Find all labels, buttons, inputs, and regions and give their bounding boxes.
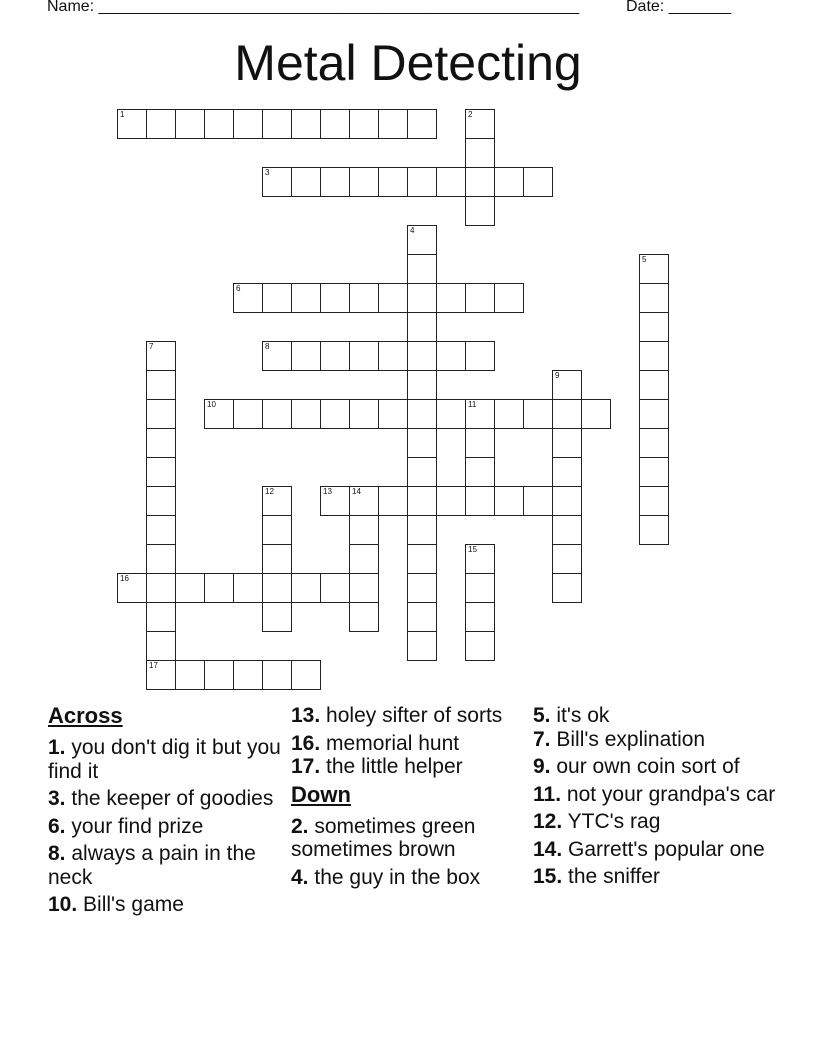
cell-number: 11: [468, 400, 477, 409]
grid-cell[interactable]: [291, 283, 321, 313]
grid-cell[interactable]: [407, 225, 437, 255]
clue-down-4: [291, 866, 536, 890]
grid-cell[interactable]: [552, 515, 582, 545]
cell-number: 17: [149, 661, 158, 670]
grid-cell[interactable]: [262, 341, 292, 371]
clue-text: the sniffer: [568, 865, 660, 888]
clue-number: 5.: [533, 704, 551, 727]
grid-cell[interactable]: [465, 341, 495, 371]
clue-down-5: [533, 704, 778, 728]
clue-number: 3.: [48, 787, 66, 810]
clue-down-9: [533, 755, 778, 779]
cell-number: 4: [410, 226, 415, 235]
grid-cell[interactable]: [262, 573, 292, 603]
grid-cell[interactable]: [581, 399, 611, 429]
grid-cell[interactable]: [465, 631, 495, 661]
clue-down-7: [533, 728, 778, 752]
grid-cell[interactable]: [233, 109, 263, 139]
grid-cell[interactable]: [320, 283, 350, 313]
grid-cell[interactable]: [407, 341, 437, 371]
grid-cell[interactable]: [407, 602, 437, 632]
grid-cell[interactable]: [639, 457, 669, 487]
grid-cell[interactable]: [146, 109, 176, 139]
cell-number: 8: [265, 342, 270, 351]
grid-cell[interactable]: [175, 573, 205, 603]
grid-cell[interactable]: [204, 573, 234, 603]
cell-number: 7: [149, 342, 154, 351]
grid-cell[interactable]: [146, 515, 176, 545]
clue-number: 12.: [533, 810, 563, 833]
puzzle-title: Metal Detecting: [234, 35, 582, 91]
grid-cell[interactable]: [262, 399, 292, 429]
clue-number: 15.: [533, 865, 563, 888]
grid-cell[interactable]: [436, 283, 466, 313]
grid-cell[interactable]: [378, 167, 408, 197]
grid-cell[interactable]: [639, 486, 669, 516]
grid-cell[interactable]: [146, 486, 176, 516]
grid-cell[interactable]: [146, 631, 176, 661]
grid-cell[interactable]: [523, 399, 553, 429]
grid-cell[interactable]: [552, 544, 582, 574]
grid-cell[interactable]: [639, 312, 669, 342]
clue-number: 17.: [291, 755, 321, 778]
grid-cell[interactable]: [639, 370, 669, 400]
grid-cell[interactable]: [465, 573, 495, 603]
cell-number: 13: [323, 487, 332, 496]
grid-cell[interactable]: [262, 167, 292, 197]
clue-text: Bill's game: [83, 893, 184, 916]
grid-cell[interactable]: [639, 399, 669, 429]
clue-text: always a pain in the neck: [48, 842, 256, 889]
grid-cell[interactable]: [407, 109, 437, 139]
clue-down-15: [533, 865, 778, 889]
grid-cell[interactable]: [407, 254, 437, 284]
grid-cell[interactable]: [465, 457, 495, 487]
clue-number: 2.: [291, 814, 309, 838]
grid-cell[interactable]: [494, 283, 524, 313]
grid-cell[interactable]: [465, 283, 495, 313]
clue-number: 1.: [48, 736, 66, 759]
grid-cell[interactable]: [378, 486, 408, 516]
grid-cell[interactable]: [204, 660, 234, 690]
clue-number: 13.: [291, 704, 321, 727]
grid-cell[interactable]: [523, 486, 553, 516]
grid-cell[interactable]: [552, 573, 582, 603]
clue-down-2: [291, 815, 536, 862]
grid-cell[interactable]: [262, 486, 292, 516]
clue-column-2: [291, 704, 536, 893]
cell-number: 10: [207, 400, 216, 409]
grid-cell[interactable]: [320, 109, 350, 139]
clue-text: you don't dig it but you find it: [48, 736, 281, 783]
clue-column-3: [533, 704, 778, 893]
grid-cell[interactable]: [320, 573, 350, 603]
grid-cell[interactable]: [349, 544, 379, 574]
grid-cell[interactable]: [262, 109, 292, 139]
grid-cell[interactable]: [291, 109, 321, 139]
grid-cell[interactable]: [146, 602, 176, 632]
grid-cell[interactable]: [175, 109, 205, 139]
clue-down-14: [533, 838, 778, 862]
grid-cell[interactable]: [523, 167, 553, 197]
grid-cell[interactable]: [233, 399, 263, 429]
grid-cell[interactable]: [262, 602, 292, 632]
clue-down-12: [533, 810, 778, 834]
grid-cell[interactable]: [146, 573, 176, 603]
clue-number: 9.: [533, 755, 551, 778]
grid-cell[interactable]: [262, 515, 292, 545]
grid-cell[interactable]: [436, 399, 466, 429]
grid-cell[interactable]: [552, 428, 582, 458]
grid-cell[interactable]: [291, 573, 321, 603]
grid-cell[interactable]: [204, 399, 234, 429]
grid-cell[interactable]: [407, 399, 437, 429]
cell-number: 15: [468, 545, 477, 554]
grid-cell[interactable]: [349, 486, 379, 516]
grid-cell[interactable]: [407, 457, 437, 487]
grid-cell[interactable]: [146, 370, 176, 400]
grid-cell[interactable]: [233, 573, 263, 603]
grid-cell[interactable]: [465, 544, 495, 574]
grid-cell[interactable]: [175, 660, 205, 690]
grid-cell[interactable]: [204, 109, 234, 139]
name-line: Name: ______________________________________________________: [47, 0, 580, 15]
grid-cell[interactable]: [349, 167, 379, 197]
clue-text: Garrett's popular one: [568, 837, 765, 861]
grid-cell[interactable]: [349, 109, 379, 139]
clue-column-1: [48, 704, 293, 921]
grid-cell[interactable]: [465, 428, 495, 458]
clue-across-16: [291, 732, 536, 756]
grid-cell[interactable]: [407, 167, 437, 197]
grid-cell[interactable]: [349, 283, 379, 313]
clue-across-1: [48, 736, 293, 783]
grid-cell[interactable]: [465, 138, 495, 168]
grid-cell[interactable]: [349, 602, 379, 632]
grid-cell[interactable]: [552, 486, 582, 516]
down-heading: Down: [291, 781, 351, 807]
grid-cell[interactable]: [349, 341, 379, 371]
grid-cell[interactable]: [378, 109, 408, 139]
grid-cell[interactable]: [407, 544, 437, 574]
grid-cell[interactable]: [146, 399, 176, 429]
grid-cell[interactable]: [639, 515, 669, 545]
grid-cell[interactable]: [639, 254, 669, 284]
grid-cell[interactable]: [639, 341, 669, 371]
cell-number: 2: [468, 110, 473, 119]
grid-cell[interactable]: [639, 283, 669, 313]
cell-number: 3: [265, 168, 270, 177]
grid-cell[interactable]: [117, 109, 147, 139]
clue-across-13: [291, 704, 536, 728]
clue-across-17: [291, 755, 536, 779]
grid-cell[interactable]: [349, 399, 379, 429]
grid-cell[interactable]: [407, 312, 437, 342]
clue-text: Bill's explination: [556, 727, 706, 751]
grid-cell[interactable]: [552, 457, 582, 487]
clue-number: 16.: [291, 731, 321, 755]
grid-cell[interactable]: [262, 544, 292, 574]
grid-cell[interactable]: [146, 428, 176, 458]
clue-number: 6.: [48, 814, 66, 838]
clue-down-11: [533, 783, 778, 807]
grid-cell[interactable]: [320, 486, 350, 516]
grid-cell[interactable]: [552, 370, 582, 400]
clue-text: the keeper of goodies: [71, 787, 274, 810]
grid-cell[interactable]: [320, 167, 350, 197]
grid-cell[interactable]: [291, 399, 321, 429]
grid-cell[interactable]: [465, 196, 495, 226]
grid-cell[interactable]: [407, 515, 437, 545]
clue-text: the little helper: [326, 755, 463, 778]
grid-cell[interactable]: [552, 399, 582, 429]
grid-cell[interactable]: [436, 341, 466, 371]
grid-cell[interactable]: [465, 399, 495, 429]
grid-cell[interactable]: [233, 283, 263, 313]
clue-number: 14.: [533, 837, 563, 861]
cell-number: 16: [120, 574, 129, 583]
clue-number: 4.: [291, 865, 309, 889]
grid-cell[interactable]: [639, 428, 669, 458]
cell-number: 14: [352, 487, 361, 496]
grid-cell[interactable]: [349, 573, 379, 603]
grid-cell[interactable]: [465, 109, 495, 139]
grid-cell[interactable]: [117, 573, 147, 603]
grid-cell[interactable]: [407, 486, 437, 516]
grid-cell[interactable]: [436, 486, 466, 516]
cell-number: 1: [120, 110, 125, 119]
grid-cell[interactable]: [407, 631, 437, 661]
grid-cell[interactable]: [146, 457, 176, 487]
clue-number: 8.: [48, 842, 66, 865]
clue-number: 7.: [533, 727, 551, 751]
grid-cell[interactable]: [349, 515, 379, 545]
cell-number: 5: [642, 255, 647, 264]
cell-number: 12: [265, 487, 274, 496]
cell-number: 6: [236, 284, 241, 293]
clue-across-6: [48, 815, 293, 839]
grid-cell[interactable]: [407, 428, 437, 458]
clue-text: our own coin sort of: [556, 755, 740, 778]
cell-number: 9: [555, 371, 560, 380]
grid-cell[interactable]: [465, 167, 495, 197]
clue-number: 10.: [48, 893, 78, 916]
grid-cell[interactable]: [291, 341, 321, 371]
grid-cell[interactable]: [494, 399, 524, 429]
grid-cell[interactable]: [378, 399, 408, 429]
grid-cell[interactable]: [146, 341, 176, 371]
grid-cell[interactable]: [320, 341, 350, 371]
grid-cell[interactable]: [262, 283, 292, 313]
clue-text: the guy in the box: [314, 865, 481, 889]
clue-across-8: [48, 842, 293, 889]
clue-number: 11.: [533, 782, 562, 806]
grid-cell[interactable]: [378, 283, 408, 313]
clue-across-10: [48, 893, 293, 917]
clue-text: memorial hunt: [326, 731, 460, 755]
grid-cell[interactable]: [407, 283, 437, 313]
grid-cell[interactable]: [291, 167, 321, 197]
grid-cell[interactable]: [378, 341, 408, 371]
grid-cell[interactable]: [407, 370, 437, 400]
clue-text: your find prize: [71, 814, 204, 838]
clue-text: not your grandpa's car: [566, 782, 776, 806]
across-heading: Across: [48, 703, 123, 728]
grid-cell[interactable]: [320, 399, 350, 429]
grid-cell[interactable]: [494, 167, 524, 197]
date-line: Date: _______: [626, 0, 731, 15]
grid-cell[interactable]: [146, 660, 176, 690]
clue-across-3: [48, 787, 293, 811]
grid-cell[interactable]: [494, 486, 524, 516]
grid-cell[interactable]: [407, 573, 437, 603]
grid-cell[interactable]: [146, 544, 176, 574]
grid-cell[interactable]: [436, 167, 466, 197]
grid-cell[interactable]: [291, 660, 321, 690]
grid-cell[interactable]: [262, 660, 292, 690]
clue-text: it's ok: [556, 704, 610, 727]
clue-text: YTC's rag: [567, 810, 661, 833]
grid-cell[interactable]: [465, 602, 495, 632]
clue-text: holey sifter of sorts: [326, 704, 503, 727]
grid-cell[interactable]: [233, 660, 263, 690]
grid-cell[interactable]: [465, 486, 495, 516]
clue-text: sometimes green sometimes brown: [291, 814, 476, 861]
